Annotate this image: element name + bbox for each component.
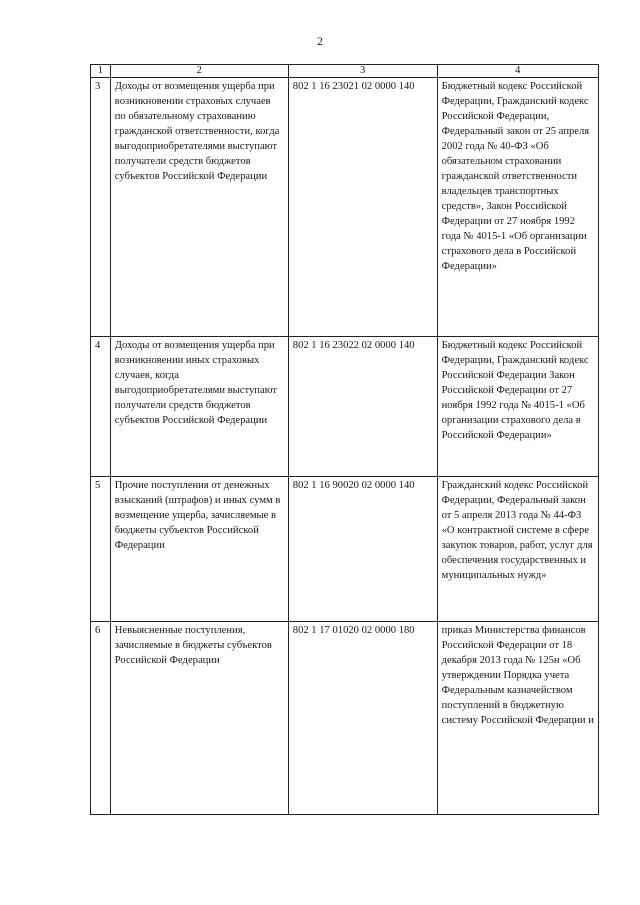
budget-code: 802 1 17 01020 02 0000 180 [288,622,437,815]
revenue-name: Невыясненные поступления, зачисляемые в бюджеты субъектов Российской Федерации [110,622,288,815]
header-col-3: 3 [288,65,437,78]
revenue-name: Доходы от возмещения ущерба при возникновении иных страховых случаев, когда выгодоприобретателями выступают получатели средств бюджетов субъектов Российской Федерации [110,337,288,477]
legal-basis: Бюджетный кодекс Российской Федерации, Гражданский кодекс Российской Федерации Закон Российской Федерации от 27 ноября 1992 года № 4015-1 «Об организации страхового дела в Российской Федерации» [437,337,598,477]
table-row [91,78,599,337]
budget-code: 802 1 16 23021 02 0000 140 [288,78,437,337]
revenue-sources-table [90,64,599,815]
table-row [91,337,599,477]
table-row [91,477,599,622]
legal-basis: приказ Министерства финансов Российской Федерации от 18 декабря 2013 года № 125н «Об утверждении Порядка учета Федеральным казначейством поступлений в бюджетную систему Российской Федерации и [437,622,598,815]
legal-basis: Гражданский кодекс Российской Федерации, Федеральный закон от 5 апреля 2013 года № 44-ФЗ «О контрактной системе в сфере закупок товаров, работ, услуг для обеспечения государственных и муниципальных нужд» [437,477,598,622]
budget-code: 802 1 16 23022 02 0000 140 [288,337,437,477]
legal-basis: Бюджетный кодекс Российской Федерации, Гражданский кодекс Российской Федерации, Федеральный закон от 25 апреля 2002 года № 40-ФЗ «Об обязательном страховании гражданской ответственности владельцев транспортных средств», Закон Российской Федерации от 27 ноября 1992 года № 4015-1 «Об организации страхового дела в Российской Федерации» [437,78,598,337]
header-col-4: 4 [437,65,598,78]
revenue-name: Прочие поступления от денежных взысканий (штрафов) и иных сумм в возмещение ущерба, зачисляемые в бюджеты субъектов Российской Федерации [110,477,288,622]
table-header-row [91,65,599,78]
row-number: 6 [91,622,111,815]
table-row [91,622,599,815]
page-number: 2 [317,34,323,48]
row-number: 4 [91,337,111,477]
budget-code: 802 1 16 90020 02 0000 140 [288,477,437,622]
row-number: 5 [91,477,111,622]
header-col-2: 2 [110,65,288,78]
revenue-name: Доходы от возмещения ущерба при возникновении страховых случаев по обязательному страхованию гражданской ответственности, когда выгодоприобретателями выступают получатели средств бюджетов субъектов Российской Федерации [110,78,288,337]
row-number: 3 [91,78,111,337]
header-col-1: 1 [91,65,111,78]
